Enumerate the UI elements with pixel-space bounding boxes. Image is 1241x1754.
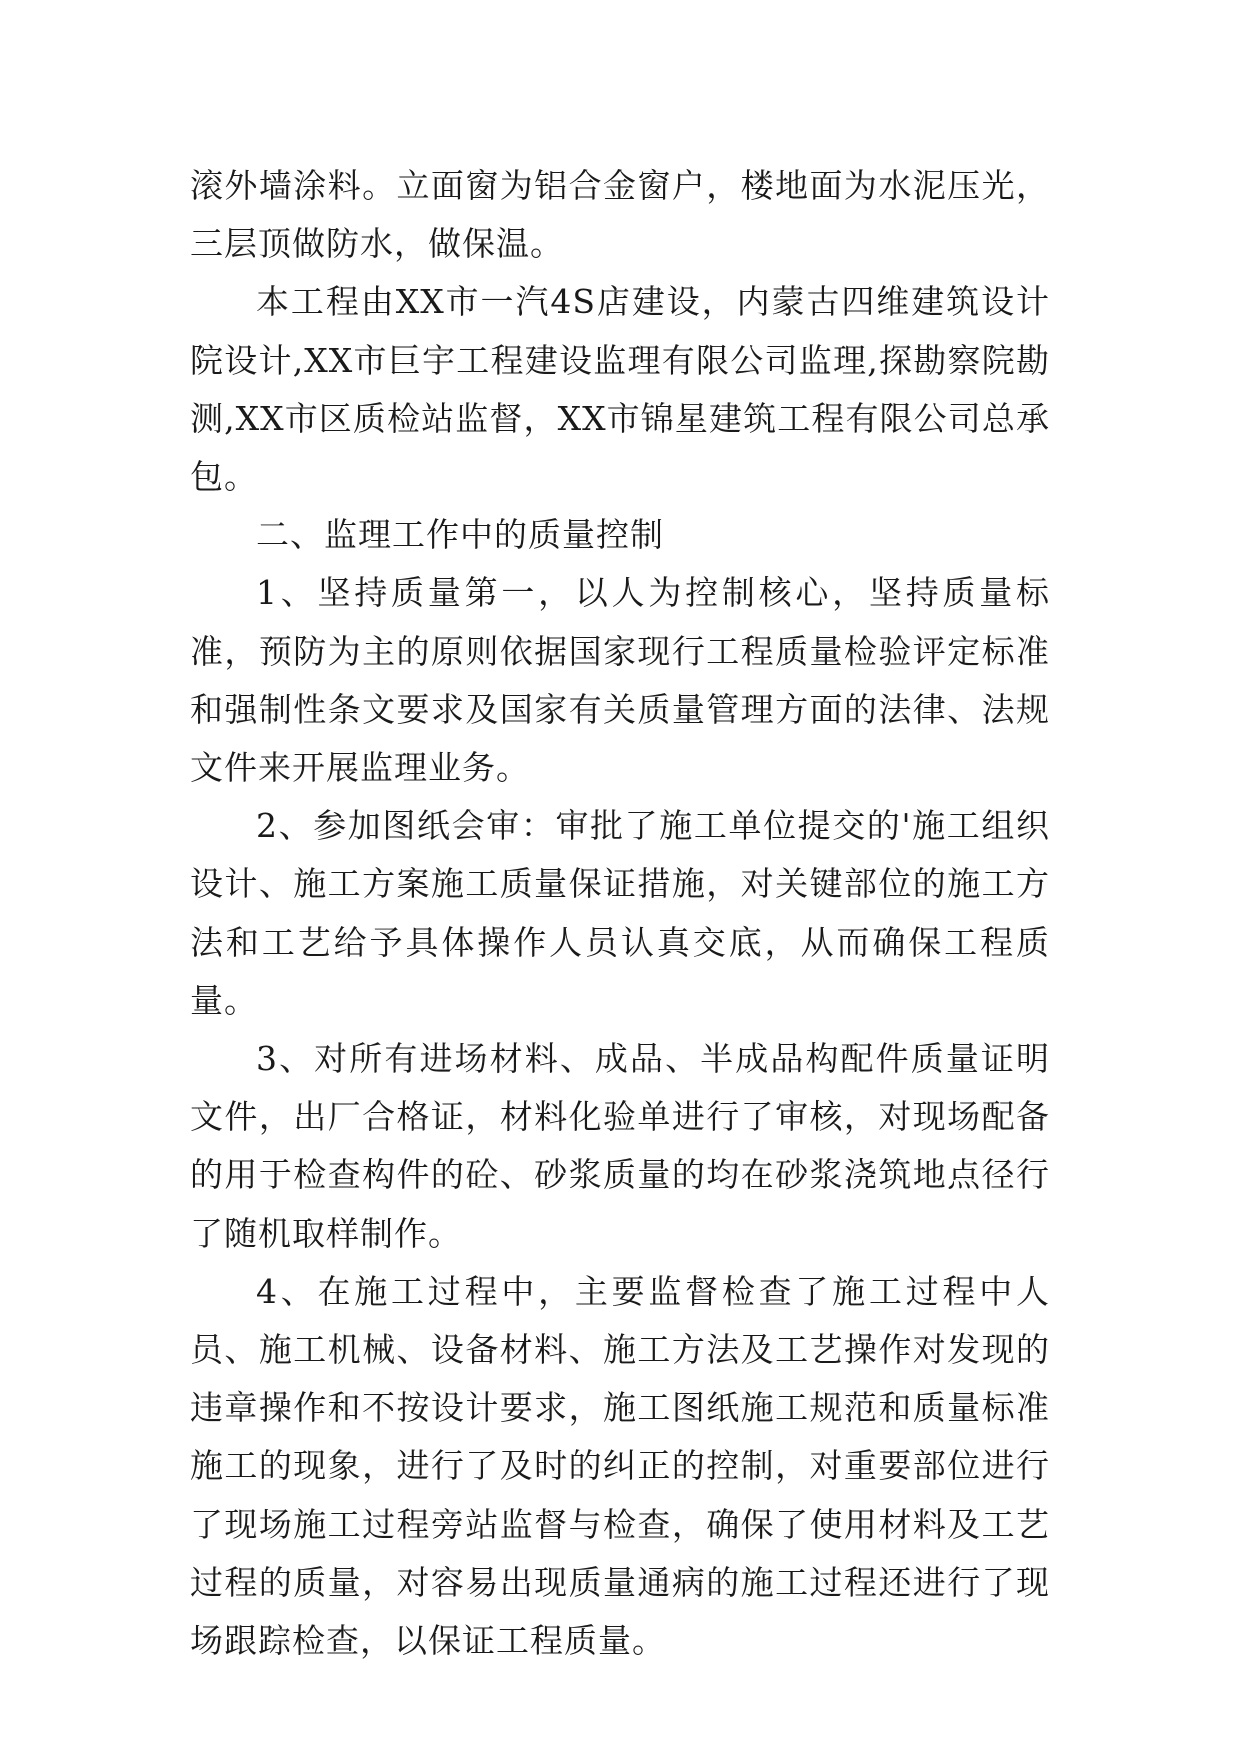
paragraph-project-parties: 本工程由XX市一汽4S店建设，内蒙古四维建筑设计院设计,XX市巨宇工程建设监理有限公司监理,探勘察院勘测,XX市区质检站监督，XX市锦星建筑工程有限公司总承包。 bbox=[190, 282, 1050, 497]
document-body bbox=[190, 157, 1050, 1670]
paragraph-item-2: 2、参加图纸会审：审批了施工单位提交的'施工组织设计、施工方案施工质量保证措施，对关键部位的施工方法和工艺给予具体操作人员认真交底，从而确保工程质量。 bbox=[190, 806, 1050, 1020]
paragraph-item-3: 3、对所有进场材料、成品、半成品构配件质量证明文件，出厂合格证，材料化验单进行了审核，对现场配备的用于检查构件的砼、砂浆质量的均在砂浆浇筑地点径行了随机取样制作。 bbox=[190, 1039, 1050, 1253]
section-heading-quality-control: 二、监理工作中的质量控制 bbox=[256, 515, 664, 555]
paragraph-item-1: 1、坚持质量第一，以人为控制核心，坚持质量标准，预防为主的原则依据国家现行工程质量检验评定标准和强制性条文要求及国家有关质量管理方面的法律、法规文件来开展监理业务。 bbox=[190, 573, 1050, 788]
paragraph-continuation: 滚外墙涂料。立面窗为铝合金窗户，楼地面为水泥压光，三层顶做防水，做保温。 bbox=[190, 166, 1050, 264]
paragraph-item-4: 4、在施工过程中，主要监督检查了施工过程中人员、施工机械、设备材料、施工方法及工艺操作对发现的违章操作和不按设计要求，施工图纸施工规范和质量标准施工的现象，进行了及时的纠正的控制，对重要部位进行了现场施工过程旁站监督与检查，确保了使用材料及工艺过程的质量，对容易出现质量通病的施工过程还进行了现场跟踪检查，以保证工程质量。 bbox=[190, 1271, 1050, 1661]
